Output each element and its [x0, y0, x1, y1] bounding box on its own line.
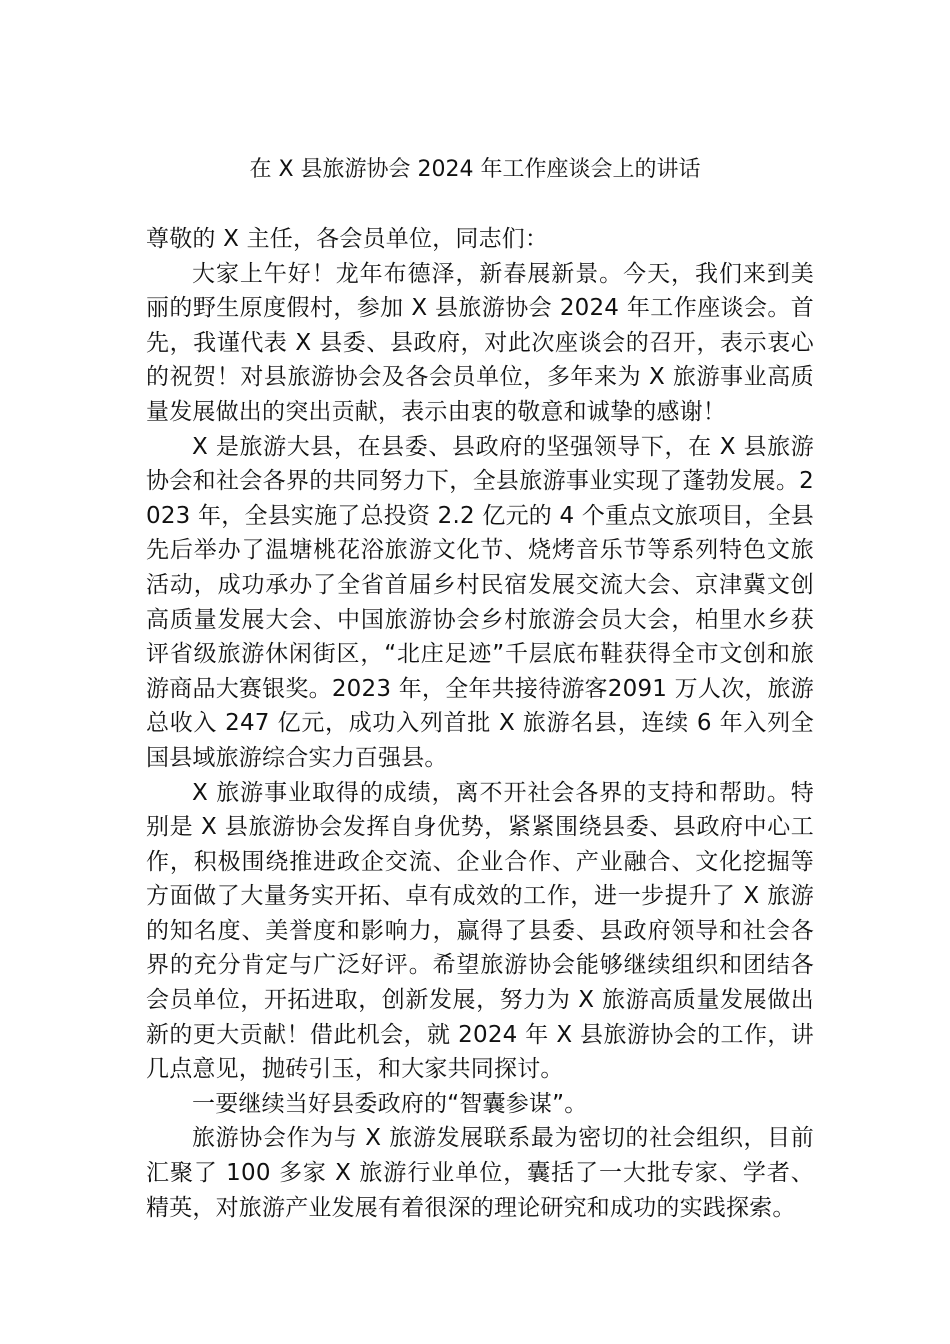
- paragraph-association-role: X 旅游事业取得的成绩，离不开社会各界的支持和帮助。特别是 X 县旅游协会发挥自身优势，紧紧围绕县委、县政府中心工作，积极围绕推进政企交流、企业合作、产业融合、文化挖掘等方面做了大量务实开拓、卓有成效的工作，进一步提升了 X 旅游的知名度、美誉度和影响力，赢得了县委、县政府领导和社会各界的充分肯定与广泛好评。希望旅游协会能够继续组织和团结各会员单位，开拓进取，创新发展，努力为 X 旅游高质量发展做出新的更大贡献！借此机会，就 2024 年 X 县旅游协会的工作，讲几点意见，抛砖引玉，和大家共同探讨。: [146, 779, 814, 1083]
- paragraph-think-tank: 旅游协会作为与 X 旅游发展联系最为密切的社会组织，目前汇聚了 100 多家 X 旅游行业单位，囊括了一大批专家、学者、精英，对旅游产业发展有着很深的理论研究和成功的实践探索。: [146, 1125, 814, 1221]
- paragraph-achievements: X 是旅游大县，在县委、县政府的坚强领导下，在 X 县旅游协会和社会各界的共同努力下，全县旅游事业实现了蓬勃发展。2023 年，全县实施了总投资 2.2 亿元的 4 个重点文旅项目，全县先后举办了温塘桃花浴旅游文化节、烧烤音乐节等系列特色文旅活动，成功承办了全省首届乡村民宿发展交流大会、京津冀文创高质量发展大会、中国旅游协会乡村旅游会员大会，柏里水乡获评省级旅游休闲街区，“北庄足迹”千层底布鞋获得全市文创和旅游商品大赛银奖。2023 年，全年共接待游客2091 万人次，旅游总收入 247 亿元，成功入列首批 X 旅游名县，连续 6 年入列全国县域旅游综合实力百强县。: [146, 433, 814, 771]
- section-heading: 一要继续当好县委政府的“智囊参谋”。: [192, 1090, 588, 1117]
- paragraph-greeting: 大家上午好！龙年布德泽，新春展新景。今天，我们来到美丽的野生原度假村，参加 X 县旅游协会 2024 年工作座谈会。首先，我谨代表 X 县委、县政府，对此次座谈会的召开，表示衷心的祝贺！对县旅游协会及各会员单位，多年来为 X 旅游事业高质量发展做出的突出贡献，表示由衷的敬意和诚挚的感谢！: [146, 260, 814, 425]
- salutation: 尊敬的 X 主任，各会员单位，同志们：: [146, 226, 549, 252]
- document-body: [146, 222, 814, 1225]
- document-title: 在 X 县旅游协会 2024 年工作座谈会上的讲话: [249, 157, 701, 182]
